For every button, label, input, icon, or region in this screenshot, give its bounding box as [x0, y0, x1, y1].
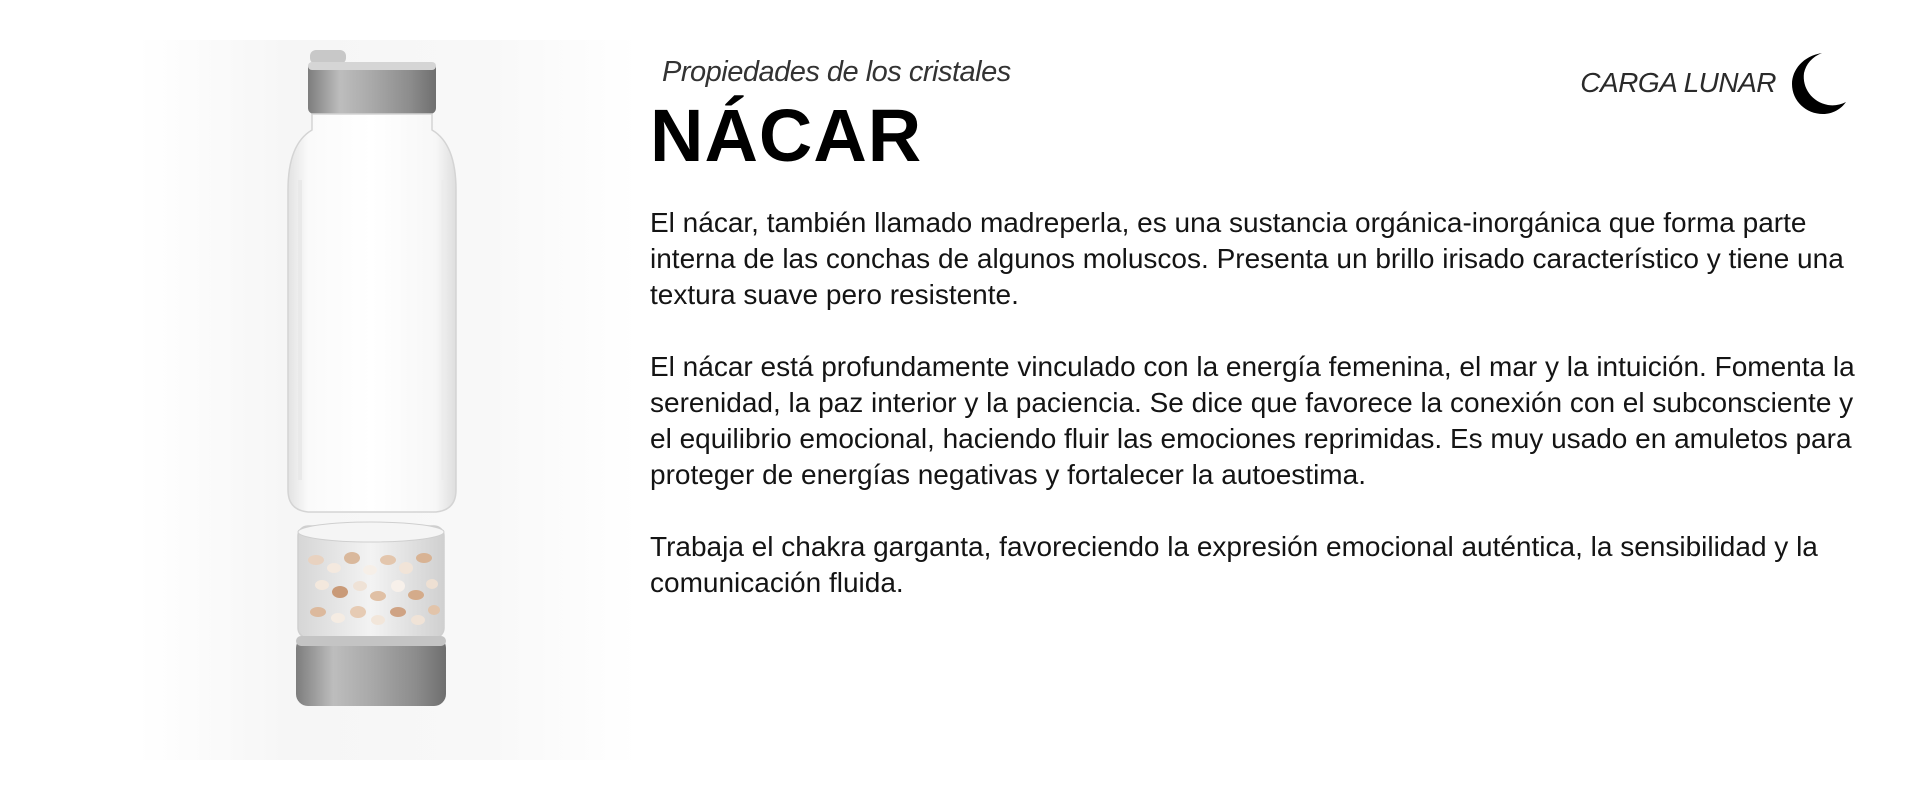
lunar-charge-badge — [1580, 50, 1848, 116]
product-image — [138, 40, 638, 760]
page-subtitle: Propiedades de los cristales — [662, 56, 1011, 88]
moon-icon — [1788, 50, 1848, 116]
lunar-charge-label: CARGA LUNAR — [1580, 67, 1776, 98]
description — [650, 205, 1860, 637]
description-paragraph: Trabaja el chakra garganta, favoreciendo la expresión emocional auténtica, la sensibilidad y la comunicación fluida. — [650, 531, 1818, 598]
description-paragraph: El nácar está profundamente vinculado con la energía femenina, el mar y la intuición. Fomenta la serenidad, la paz interior y la paciencia. Se dice que favorece la conexión con el subconsciente y el equilibrio emocional, haciendo fluir las emociones reprimidas. Es muy usado en amuletos para proteger de energías negativas y fortalecer la autoestima. — [650, 351, 1855, 490]
page-title: NÁCAR — [650, 94, 923, 177]
description-paragraph: El nácar, también llamado madreperla, es una sustancia orgánica-inorgánica que forma parte interna de las conchas de algunos moluscos. Presenta un brillo irisado característico y tiene una textura suave pero resistente. — [650, 207, 1844, 310]
crystal-water-bottle-icon — [138, 40, 638, 760]
